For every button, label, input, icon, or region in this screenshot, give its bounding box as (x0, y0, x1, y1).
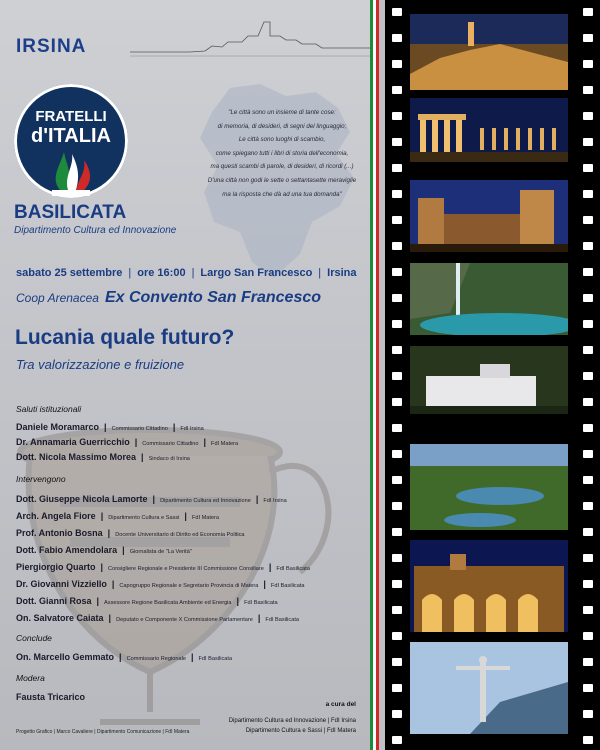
film-sprocket-hole (392, 606, 402, 614)
party-logo (14, 84, 128, 198)
quote-line: Le città sono luoghi di scambio, (238, 136, 326, 144)
participant-row (16, 579, 305, 589)
photo-lake-valley (410, 444, 568, 530)
castle-image (410, 180, 568, 252)
participant-role: Capogruppo Regionale e Segretario Provincia di Matera (119, 583, 259, 589)
divider: | (104, 422, 107, 432)
film-sprocket-hole (392, 554, 402, 562)
event-time: ore 16:00 (137, 267, 186, 279)
film-sprocket-hole (583, 268, 593, 276)
participant-row (16, 692, 85, 702)
divider: | (318, 267, 322, 279)
event-date: sabato 25 settembre (16, 267, 123, 279)
lake-valley-image (410, 444, 568, 530)
film-sprocket-hole (392, 268, 402, 276)
participant-role: FdI Basilicata (265, 617, 299, 623)
film-sprocket-hole (583, 60, 593, 68)
film-sprocket-hole (583, 320, 593, 328)
divider: | (255, 494, 259, 504)
film-sprocket-hole (583, 450, 593, 458)
venue-convent: Ex Convento San Francesco (104, 289, 322, 306)
divider: | (108, 613, 112, 623)
participant-role: Giornalista de "La Verità" (129, 549, 192, 555)
sanctuary-image (410, 346, 568, 414)
film-sprocket-hole (392, 60, 402, 68)
event-info-bar (16, 267, 357, 279)
divider: | (134, 437, 138, 447)
film-sprocket-hole (583, 112, 593, 120)
participant-name: Arch. Angela Fiore (16, 511, 96, 521)
film-sprocket-hole (583, 8, 593, 16)
waterfall-image (410, 263, 568, 335)
participant-role: FdI Basilicata (244, 600, 278, 606)
photo-castle (410, 180, 568, 252)
film-sprocket-hole (392, 450, 402, 458)
photo-sanctuary (410, 346, 568, 414)
film-sprocket-hole (392, 658, 402, 666)
film-sprocket-hole (583, 580, 593, 588)
film-sprocket-hole (583, 294, 593, 302)
film-sprocket-hole (583, 632, 593, 640)
divider: | (236, 596, 240, 606)
participant-row (16, 562, 310, 572)
film-sprocket-hole (583, 372, 593, 380)
divider: | (119, 652, 122, 662)
event-subtitle: Tra valorizzazione e fruizione (16, 357, 185, 372)
film-sprocket-hole (583, 138, 593, 146)
divider: | (268, 562, 272, 572)
participant-role: FdI Basilicata (198, 656, 233, 662)
participant-name: Dr. Giovanni Vizziello (16, 579, 107, 589)
cloister-image (410, 540, 568, 632)
participant-row (16, 652, 232, 662)
photo-christ-statue (410, 642, 568, 734)
participant-row (16, 511, 219, 521)
skyline-drawing (130, 14, 370, 60)
film-sprocket-hole (392, 216, 402, 224)
film-sprocket-hole (392, 710, 402, 718)
photo-hilltop-town (410, 14, 568, 90)
film-sprocket-hole (583, 190, 593, 198)
section-concludes: Conclude (16, 633, 52, 643)
photo-waterfall (410, 263, 568, 335)
participant-role: FdI Irsina (263, 498, 287, 504)
curated-line: Dipartimento Cultura e Sassi | FdI Matera (245, 728, 356, 734)
participant-role: Assessore Regione Basilicata Ambiente ed Energia (104, 600, 232, 606)
participant-role: Commissario Cittadino (142, 441, 199, 447)
divider: | (96, 596, 100, 606)
film-sprocket-hole (583, 710, 593, 718)
quote-line: ma la risposta che dà ad una tua domanda" (222, 190, 342, 198)
film-sprocket-hole (583, 398, 593, 406)
divider: | (107, 528, 111, 538)
film-sprocket-hole (583, 86, 593, 94)
participant-role: Dipartimento Cultura e Sassi (108, 515, 180, 521)
section-greetings: Saluti istituzionali (16, 404, 82, 414)
divider: | (172, 422, 176, 432)
venue-coop: Coop Arenacea (16, 291, 99, 305)
film-sprocket-hole (583, 216, 593, 224)
participant-name: On. Marcello Gemmato (16, 652, 115, 662)
film-sprocket-hole (392, 502, 402, 510)
photo-cloister (410, 540, 568, 632)
divider: | (263, 579, 266, 589)
region-title: BASILICATA (14, 202, 127, 223)
section-moderates: Modera (16, 673, 45, 683)
divider: | (257, 613, 261, 623)
film-sprocket-hole (583, 242, 593, 250)
photo-greek-temple (410, 98, 568, 162)
quote-line: ma questi scambi di parole, di desideri, di ricordi (...) (210, 163, 354, 171)
film-sprocket-hole (583, 346, 593, 354)
participant-name: Fausta Tricarico (16, 692, 86, 702)
participant-role: Commissario Regionale (126, 656, 186, 662)
participant-row (16, 422, 204, 432)
christ-statue-image (410, 642, 568, 734)
participant-name: Daniele Moramarco (16, 422, 100, 432)
film-sprocket-hole (583, 736, 593, 744)
film-sprocket-hole (392, 320, 402, 328)
film-sprocket-hole (392, 138, 402, 146)
quote-line: D'una città non godi le sette o settantasette meraviglie (207, 176, 357, 184)
divider: | (100, 511, 104, 521)
participant-name: On. Salvatore Caiata (16, 613, 104, 623)
participant-name: Dr. Annamaria Guerricchio (16, 437, 130, 447)
film-sprocket-hole (583, 424, 593, 432)
hilltop-town-image (410, 14, 568, 90)
participant-role: Consigliere Regionale e Presidente III Commissione Consiliare (108, 566, 264, 572)
quote-line: come spiegano tutti i libri di storia dell'economia, (215, 149, 349, 157)
participant-role: Deputato e Componente X Commissione Parlamentare (116, 617, 253, 623)
film-sprocket-hole (392, 294, 402, 302)
event-title: Lucania quale futuro? (15, 326, 235, 349)
participant-row (16, 494, 287, 504)
participant-name: Prof. Antonio Bosna (16, 528, 103, 538)
divider: | (111, 579, 115, 589)
participant-role: Docente Universitario di Diritto ed Economia Politica (115, 532, 245, 538)
participant-name: Dott. Giuseppe Nicola Lamorte (16, 494, 148, 504)
film-sprocket-hole (392, 528, 402, 536)
divider: | (141, 452, 144, 462)
greek-temple-image (410, 98, 568, 162)
participant-role: FdI Irsina (180, 426, 204, 432)
participant-role: FdI Basilicata (276, 566, 310, 572)
venue-line (16, 289, 321, 307)
film-sprocket-hole (583, 164, 593, 172)
participant-row (16, 528, 245, 538)
film-sprocket-hole (392, 34, 402, 42)
film-sprocket-hole (392, 8, 402, 16)
film-sprocket-hole (392, 164, 402, 172)
film-sprocket-hole (583, 606, 593, 614)
divider: | (122, 545, 125, 555)
event-place: Largo San Francesco (200, 267, 313, 279)
film-sprocket-hole (583, 554, 593, 562)
film-sprocket-hole (392, 476, 402, 484)
film-sprocket-hole (392, 190, 402, 198)
film-sprocket-hole (583, 684, 593, 692)
film-sprocket-hole (392, 632, 402, 640)
film-sprocket-hole (392, 684, 402, 692)
event-city: Irsina (327, 267, 357, 279)
town-name: IRSINA (16, 36, 87, 57)
divider: | (191, 267, 195, 279)
participant-name: Dott. Nicola Massimo Morea (16, 452, 137, 462)
participant-row (16, 613, 299, 623)
film-sprocket-hole (392, 736, 402, 744)
film-sprocket-hole (392, 372, 402, 380)
film-sprocket-hole (583, 502, 593, 510)
participant-name: Dott. Fabio Amendolara (16, 545, 118, 555)
film-sprocket-hole (392, 86, 402, 94)
divider: | (100, 562, 104, 572)
quote-line: di memoria, di desideri, di segni del linguaggio; (217, 122, 347, 130)
participant-row (16, 437, 238, 447)
divider: | (190, 652, 194, 662)
participant-role: Commissario Cittadino (111, 426, 168, 432)
film-sprocket-hole (392, 242, 402, 250)
film-sprocket-hole (392, 580, 402, 588)
quote-block (196, 106, 368, 201)
curated-label: a cura del (325, 701, 356, 708)
participant-row (16, 596, 278, 606)
participant-row (16, 545, 192, 555)
participant-name: Piergiorgio Quarto (16, 562, 96, 572)
film-sprocket-hole (583, 34, 593, 42)
divider: | (184, 511, 187, 521)
participant-row (16, 452, 190, 462)
film-sprocket-hole (392, 346, 402, 354)
film-sprocket-hole (392, 398, 402, 406)
quote-line: "Le città sono un insieme di tante cose: (228, 109, 336, 116)
participant-role: FdI Basilicata (270, 583, 305, 589)
logo-line-1: FRATELLI (35, 108, 107, 125)
participant-role: FdI Matera (191, 515, 219, 521)
film-sprocket-hole (392, 112, 402, 120)
participant-role: FdI Matera (211, 441, 239, 447)
participant-role: Dipartimento Cultura ed Innovazione (160, 498, 251, 504)
divider: | (203, 437, 207, 447)
film-sprocket-hole (583, 528, 593, 536)
section-speakers: Intervengono (16, 474, 66, 484)
curated-line: Dipartimento Cultura ed Innovazione | FdI Irsina (228, 718, 356, 724)
film-sprocket-hole (583, 658, 593, 666)
logo-line-2: d'ITALIA (31, 125, 111, 147)
film-sprocket-hole (392, 424, 402, 432)
tricolor-flame-icon (46, 146, 96, 196)
divider: | (152, 494, 156, 504)
film-sprocket-hole (583, 476, 593, 484)
divider: | (128, 267, 132, 279)
participant-role: Sindaco di Irsina (148, 456, 190, 462)
participant-name: Dott. Gianni Rosa (16, 596, 92, 606)
graphic-credit: Progetto Grafico | Marco Cavaliere | Dipartimento Comunicazione | FdI Matera (16, 729, 190, 735)
flag-stripe-red (376, 0, 379, 750)
department-label: Dipartimento Cultura ed Innovazione (14, 225, 177, 236)
